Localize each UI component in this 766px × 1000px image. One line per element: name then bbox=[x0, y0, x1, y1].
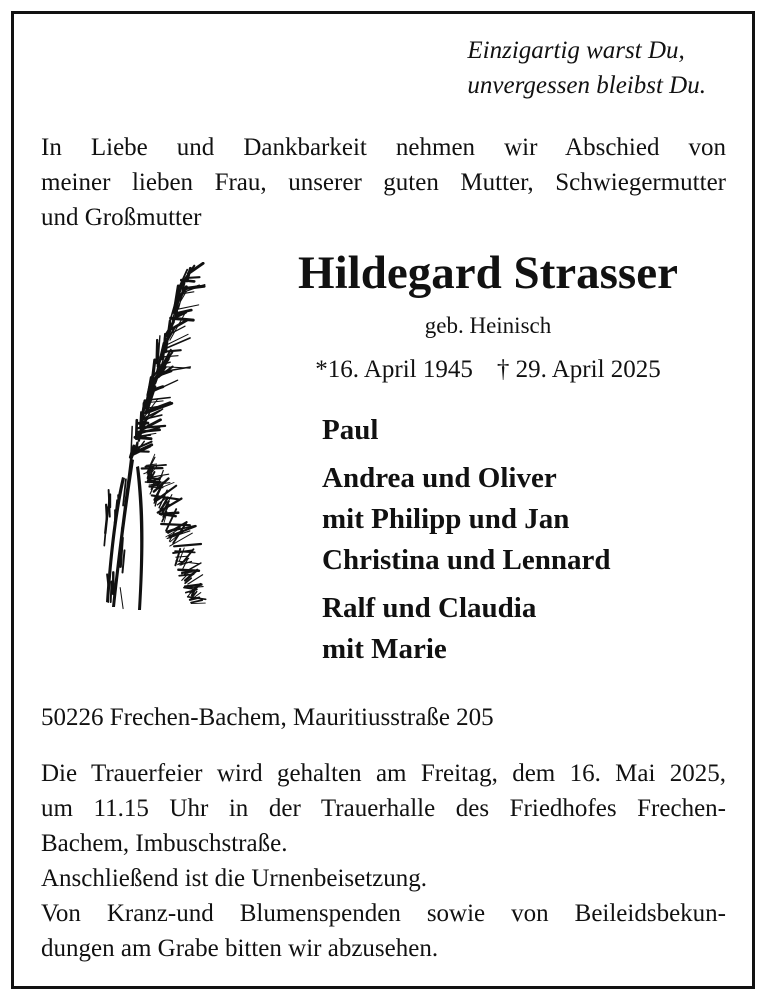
mourner-line: Paul bbox=[322, 414, 379, 446]
death-date: † 29. April 2025 bbox=[496, 356, 661, 383]
motto-line-1: Einzigartig warst Du, bbox=[467, 37, 685, 64]
service-line-1: Die Trauerfeier wird gehalten am Freitag, dem 16. Mai 2025, bbox=[41, 760, 726, 787]
intro-text bbox=[41, 130, 726, 235]
mourner-line: Christina und Lennard bbox=[322, 544, 611, 576]
birth-date: *16. April 1945 bbox=[315, 356, 473, 383]
intro-line-1: In Liebe und Dankbarkeit nehmen wir Abschied von bbox=[41, 134, 726, 161]
life-dates bbox=[200, 352, 766, 388]
address: 50226 Frechen-Bachem, Mauritiusstraße 205 bbox=[41, 704, 494, 731]
mourner-group bbox=[322, 458, 611, 581]
intro-line-2: meiner lieben Frau, unserer guten Mutter, Schwiegermutter bbox=[41, 169, 726, 196]
motto-line-2: unvergessen bleibst Du. bbox=[467, 72, 706, 99]
intro-line-3: und Großmutter bbox=[41, 204, 202, 231]
motto bbox=[467, 33, 706, 103]
mourner-line: mit Marie bbox=[322, 633, 447, 665]
service-line-5: Von Kranz-und Blumenspenden sowie von Beileidsbekun- bbox=[41, 900, 726, 927]
service-line-4: Anschließend ist die Urnenbeisetzung. bbox=[41, 865, 428, 892]
service-info bbox=[41, 756, 726, 966]
mourners-list bbox=[322, 410, 611, 677]
deceased-name: Hildegard Strasser bbox=[298, 247, 678, 299]
mourner-line: mit Philipp und Jan bbox=[322, 503, 570, 535]
mourner-group bbox=[322, 588, 611, 670]
service-line-6: dungen am Grabe bitten wir abzusehen. bbox=[41, 935, 439, 962]
service-line-3: Bachem, Imbuschstraße. bbox=[41, 830, 288, 857]
mourner-group bbox=[322, 410, 611, 451]
mourner-line: Ralf und Claudia bbox=[322, 592, 537, 624]
service-line-2: um 11.15 Uhr in der Trauerhalle des Friedhofes Frechen- bbox=[41, 795, 726, 822]
birth-name: geb. Heinisch bbox=[424, 313, 552, 338]
mourner-line: Andrea und Oliver bbox=[322, 462, 557, 494]
